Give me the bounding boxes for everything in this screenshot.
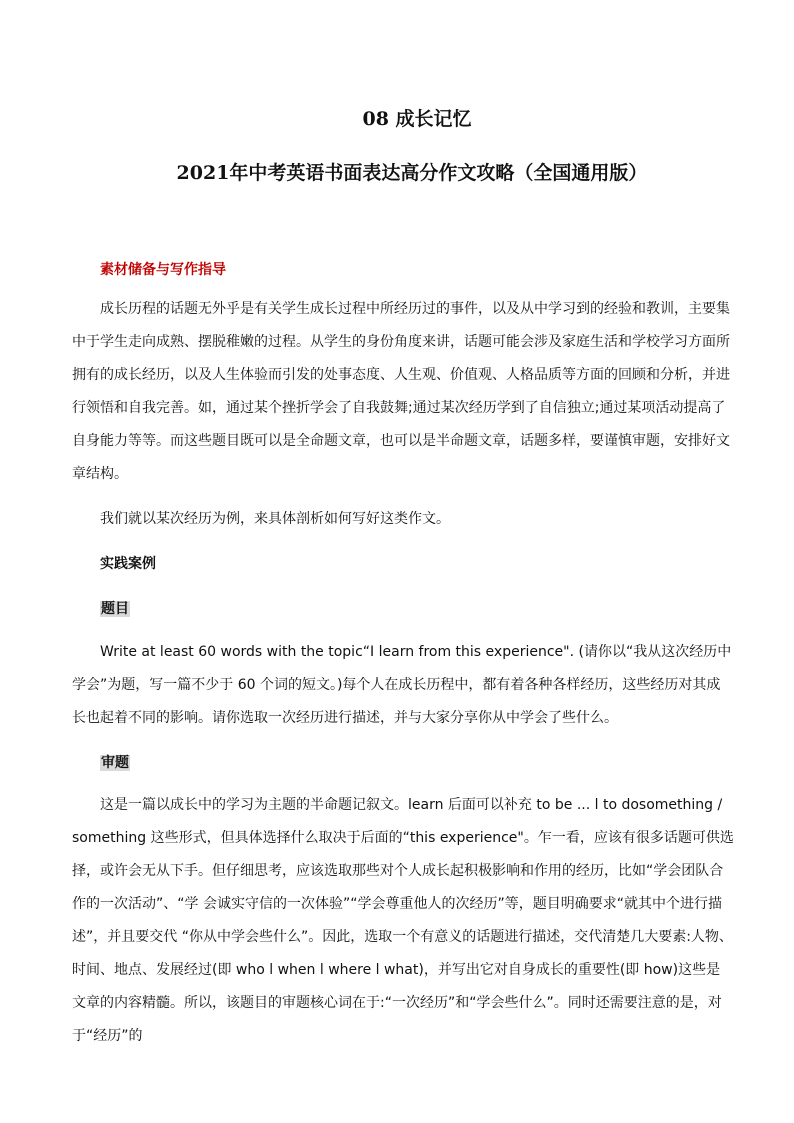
analysis-paragraph: 这是一篇以成长中的学习为主题的半命题记叙文。learn 后面可以补充 to be ... l to dosomething / something 这些形式，但具体选择什么取决于后面的“this experience"。乍一看，应该有很多话题可供选择，或许会无从下手。但仔细思考，应该选取那些对个人成长起积极影响和作用的经历，比如“学会团队合作的一次活动”、“学 会诚实守信的一次体验”“学会尊重他人的次经历”等，题目明确要求“就其中个进行描述”，并且要交代 “你从中学会些什么”。因此，选取一个有意义的话题进行描述，交代清楚几大要素:人物、时间、地点、发展经过(即 who l when l where l what)，并写出它对自身成长的重要性(即 how)这些是文章的内容精髓。所以，该题目的审题核心词在于:“一次经历”和“学会些什么”。同时还需要注意的是，对于“经历”的 xyxy=(72,797,734,1044)
topic-heading: 题目 xyxy=(101,601,129,617)
document-title: 08 成长记忆 xyxy=(362,108,472,130)
practice-heading: 实践案例 xyxy=(100,556,156,572)
intro-paragraph: 成长历程的话题无外乎是有关学生成长过程中所经历过的事件，以及从中学习到的经验和教训，主要集中于学生走向成熟、摆脱稚嫩的过程。从学生的身份角度来讲，话题可能会涉及家庭生活和学校学习方面所拥有的成长经历，以及人生体验而引发的处事态度、人生观、价值观、人格品质等方面的回顾和分析，并进行领悟和自我完善。如，通过某个挫折学会了自我鼓舞;通过某次经历学到了自信独立;通过某项活动提高了自身能力等等。而这些题目既可以是全命题文章，也可以是半命题文章，话题多样，要谨慎审题，安排好文章结构。 xyxy=(72,301,730,482)
document-subtitle: 2021年中考英语书面表达高分作文攻略（全国通用版） xyxy=(176,162,648,184)
analysis-heading: 审题 xyxy=(101,755,129,771)
example-intro: 我们就以某次经历为例，来具体剖析如何写好这类作文。 xyxy=(100,511,450,527)
topic-paragraph: Write at least 60 words with the topic“I learn from this experience". (请你以“我从这次经历中学会”为题，写一篇不少于 60 个词的短文。)每个人在成长历程中，都有着各种各样经历，这些经历对其成长也起着不同的影响。请你选取一次经历进行描述，并与大家分享你从中学会了些什么。 xyxy=(72,644,732,726)
section-heading: 素材储备与写作指导 xyxy=(100,262,226,278)
